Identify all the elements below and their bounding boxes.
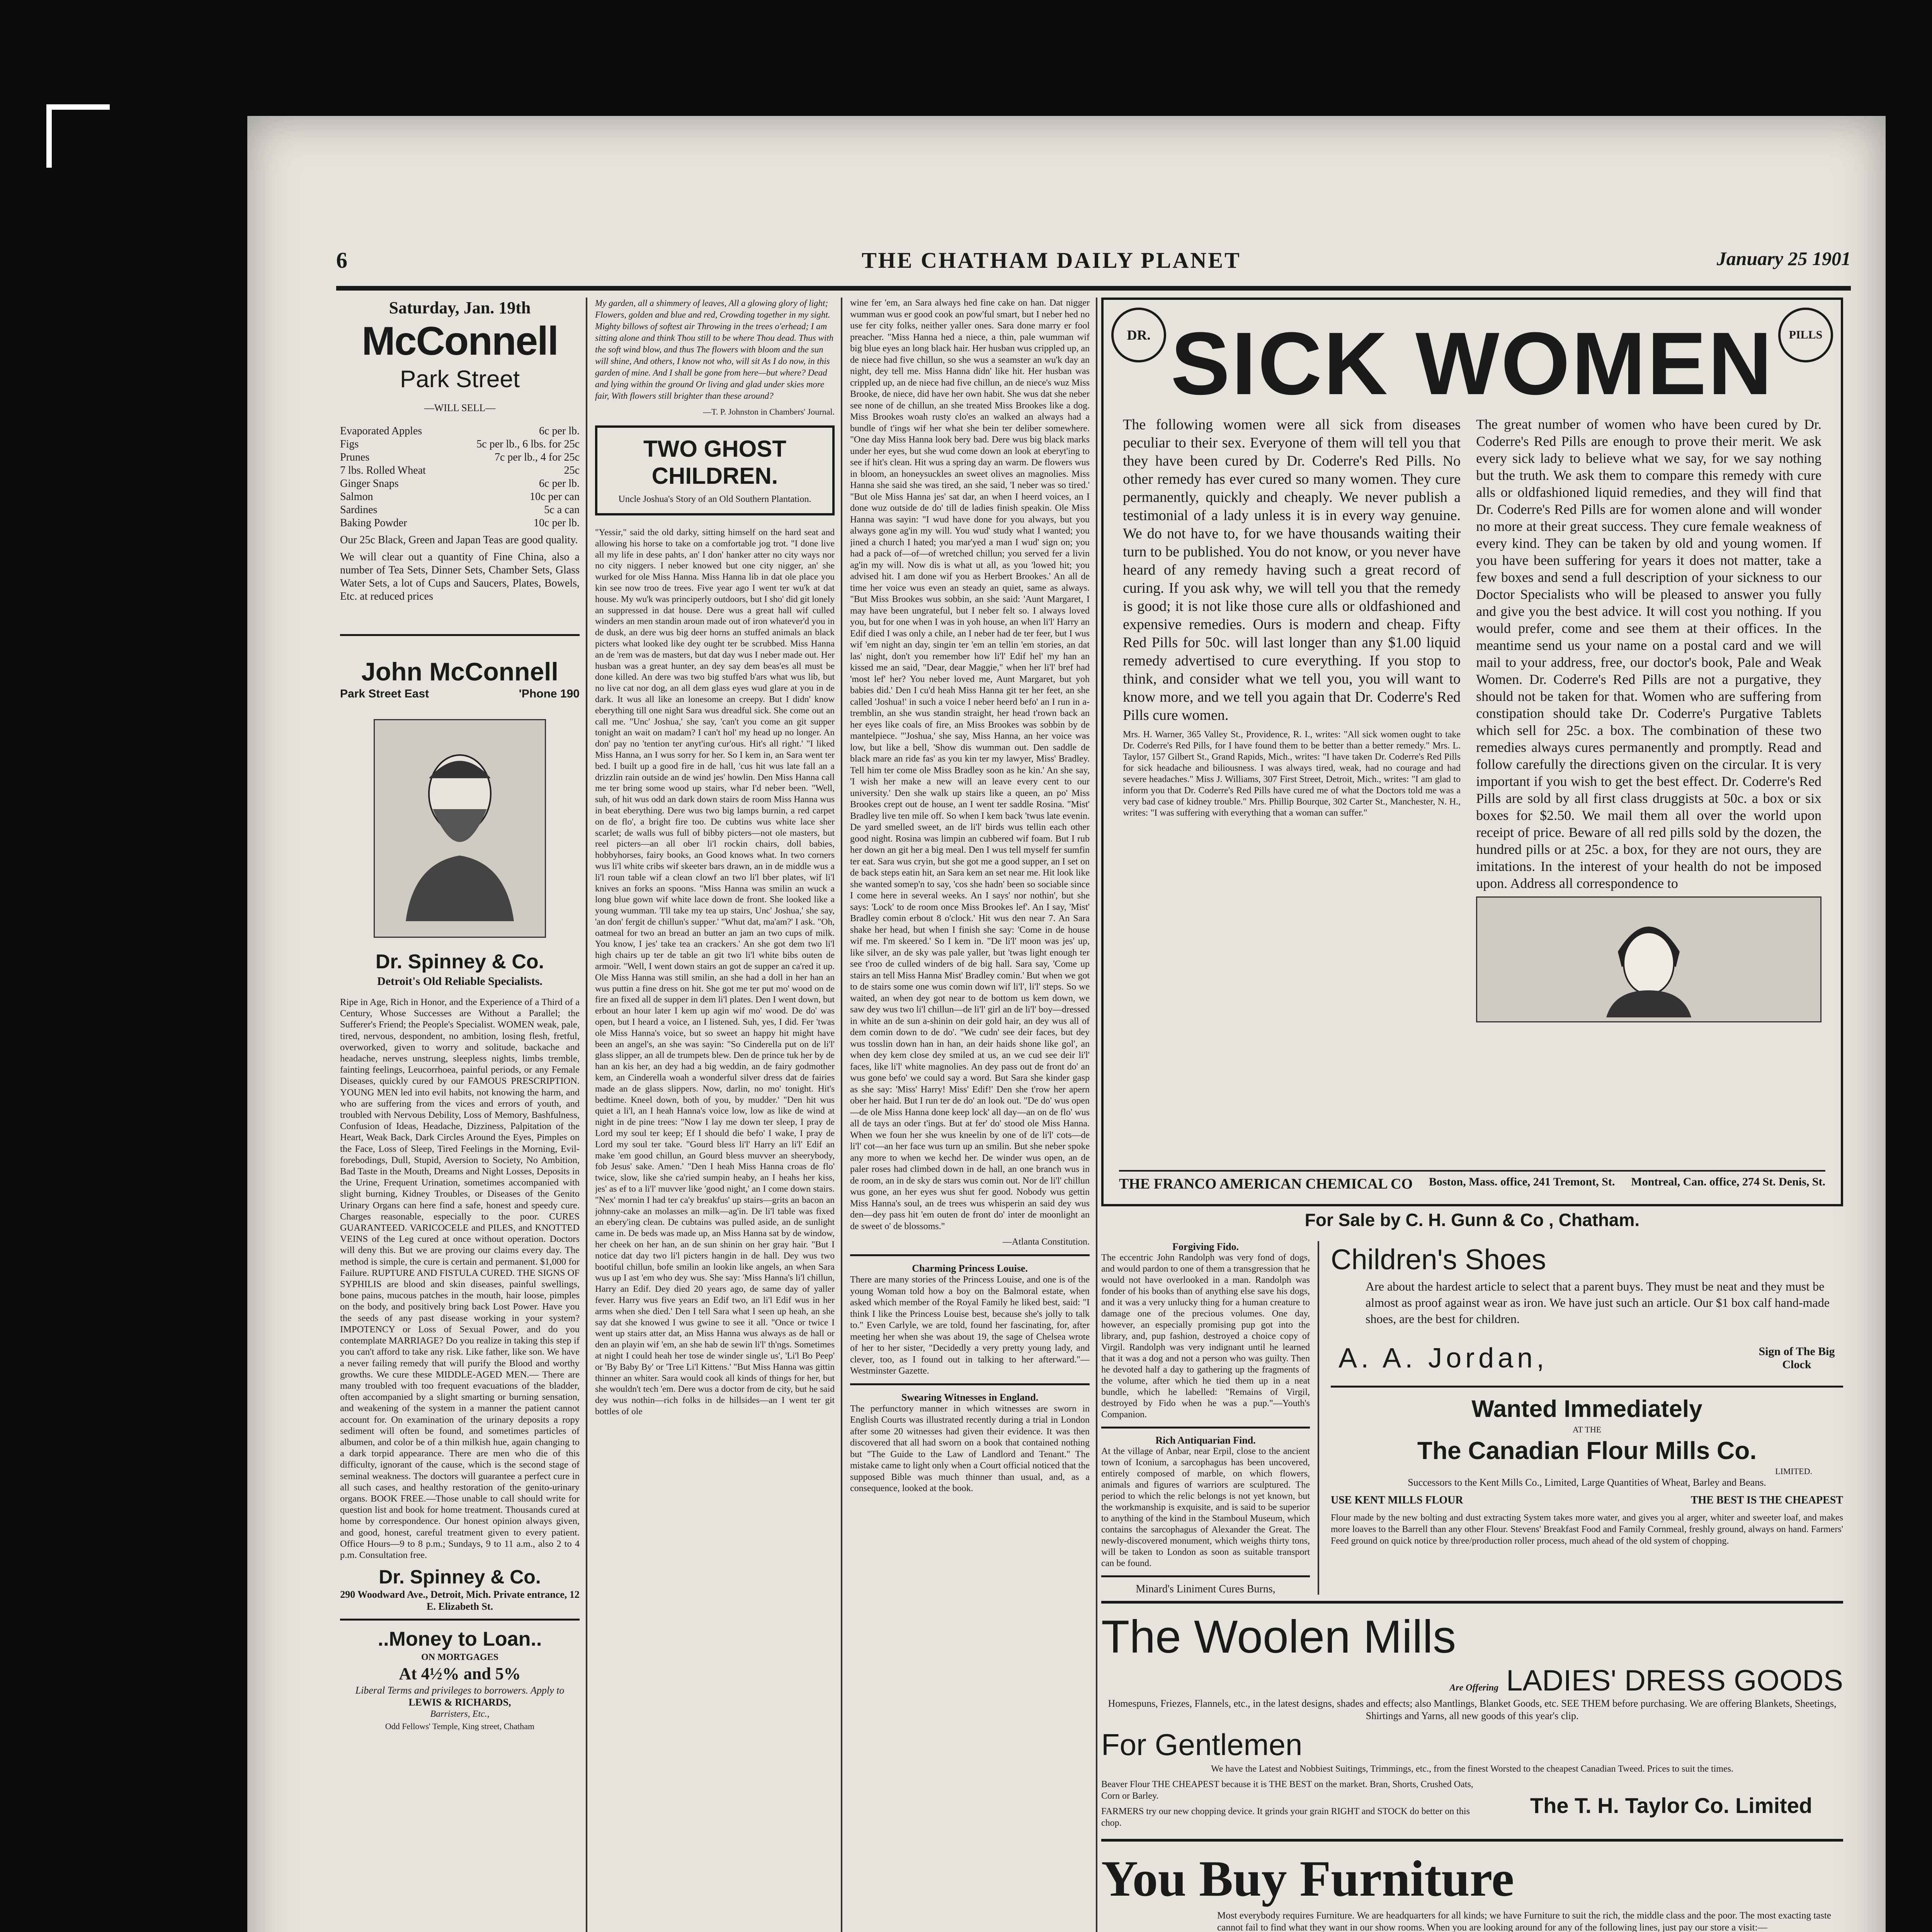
beaver-flour-line: Beaver Flour THE CHEAPEST because it is THE BEST on the market. Bran, Shorts, Crushed Oats, Corn or Barley.: [1101, 1779, 1473, 1801]
column-divider: [1096, 298, 1097, 1932]
mid-ads-column: [1319, 1241, 1843, 1595]
price-row: Ginger Snaps 6c per lb.: [340, 478, 580, 490]
price-row: Evaporated Apples 6c per lb.: [340, 425, 580, 437]
spinney-address: 290 Woodward Ave., Detroit, Mich. Private entrance, 12 E. Elizabeth St.: [340, 1589, 580, 1612]
poem-text: My garden, all a shimmery of leaves, All a glowing glory of light; Flowers, golden and blue and red, Crowding together in my sight. Mighty billows of softest air Throwing in the trees o'erhead; I am sitting alone and think Thou still to be where Thou dead. Thus with the soft wind blow, and thus The flowers with bloom and the sun will shine, And others, I know not who, will sit As I do now, in this garden of mine. And I shall be gone from here—but where? Dead and lying within the ground Or living and glad under skies more fair, With flowers still brighter than these around?: [595, 298, 833, 401]
will-sell: —WILL SELL—: [424, 402, 496, 413]
spinney-body: Ripe in Age, Rich in Honor, and the Experience of a Third of a Century, Whose Successes are Without a Parallel; the Sufferer's Friend; the People's Specialist. WOMEN weak, pale, tired, nervous, despondent, no ambition, losing flesh, fretful, overworked, given to worry and solitude, backache and headache, nerves unstrung, sleepless nights, limbs tremble, fainting feelings, Leucorrhoea, painful periods, or any Female Diseases, quickly cured by our FAMOUS PRESCRIPTION. YOUNG MEN led into evil habits, not knowing the harm, and who are suffering from the vices and errors of youth, and troubled with Nervous Debility, Loss of Memory, Bashfulness, Confusion of Ideas, Headache, Dizziness, Palpitation of the Heart, Weak Back, Dark Circles Around the Eyes, Pimples on the Face, Loss of Sleep, Tired Feelings in the Morning, Evil-forebodings, Dull, Stupid, Aversion to Society, No Ambition, Bad Taste in the Mouth, Dreams and Night Losses, Deposits in the Urine, Frequent Urination, sometimes accompanied with slight burning, Kidney Troubles, or Diseases of the Genito Urinary Organs can here find a safe, honest and speedy cure. Charges reasonable, especially to the poor. CURES GUARANTEED. VARICOCELE and PILES, and KNOTTED VEINS of the Leg cured at once without operation. Doctors will deny this. But we are proving our claims every day. The method is simple, the cure is certain and permanent. $1,000 for Failure. RUPTURE AND FISTULA CURED. THE SIGNS OF SYPHILIS are blood and skin diseases, painful swellings, bone pains, mucous patches in the mouth, hair loose, pimples on the body, and positively bring back Lost Power. Have you the seeds of any past disease working in your system? IMPOTENCY or Loss of Sexual Power, and do you contemplate MARRIAGE? Do you realize in taking this step if you can't afford to take any risk. Like father, like son. We have a never failing remedy that will purify the Blood and worthy growths. We cure these MIDDLE-AGED MEN.— There are many troubled with too frequent evacuations of the bladder, often accompanied by a slight smarting or burning sensation, and weakening of the system in a manner the patient cannot account for. On examination of the urinary deposits a ropy sediment will often be found, and sometimes particles of albumen, and color be of a thin milkish hue, again changing to a dark torpid appearance. There are men who die of this difficulty, ignorant of the cause, which is the second stage of seminal weakness. The doctors will guarantee a perfect cure in all such cases, and healthy restoration of the genito-urinary organs. BOOK FREE.—Those unable to call should write for question list and book for home treatment. Thousands cured at home by correspondence. Our honest opinion always given, and good, honest, careful treatment given to every patient. Office Hours—9 to 8 p.m.; Sundays, 9 to 11 a.m., also 2 to 4 p.m. Consultation free.: [340, 997, 580, 1560]
mcconnell-street: Park Street: [400, 366, 520, 393]
pill-badge-left-icon: DR.: [1111, 308, 1166, 362]
right-ad-area: [1101, 298, 1843, 1932]
story-text: "Yessir," said the old darky, sitting himself on the hard seat and allowing his horse to take on a comfortable jog trot. "I done live all my life in dese pahts, an' I don' hanker atter no city ways nor no city niggers. I neber knowed but one city nigger, an' she wurked for ole Miss Hanna. Miss Hanna lib in dat ole place you kin see now troo de trees. Five year ago I went ter wu'k at dat house. My wu'k was principerly outdoors, but I sho' did git lonely an suppressed in dat house. Dere wus a great hall wif culled winders an men standin aroun made out of iron whatever'd you in de dusk, an dere wus big deer horns an stuffed animals an black picters what looked like dey ought ter be scrubbed. Miss Hanna an de 'rem was de masters, but dat day wus I neber made out. Her husban was a great hunter, an dey say dem beas'es all must be done killed. An dere was two big stuffed b'ars what wus lib, but no live cat nor dog, an all dem glass eyes wud glare at you in de dark. It wus all like an lonesome an creepy. But I didn' know eberything till one night Sara wus dreadful sick. She come out an call me. "Unc' Joshua,' she say, 'can't you come an git supper tonight an wait on madam? I can't hol' my head up no longer. An don' pay no 'tention ter anyt'ing cur'ous. Hit's all right.' "I liked Miss Hanna, an I wus sorry for her. So I kem in, an Sara went ter bed. I built up a good fire in de hall, 'cus hit wus late fall an a drizzlin rain outside an de wind jes' howlin. Den Miss Hanna call me ter bring some wood up stairs, whar I'd neber been. "Well, suh, of hit wus odd an dark down stairs de room Miss Hanna wus in beat eberything. Dere wus two big lamps burnin, a red carpet on de flo', a bright fire too. De cubtins wus white lace sher scarlet; de walls wus full of bibby picters—not ole masters, but reel picters—an all ober li'l rockin chairs, doll babies, hobbyhorses, fairy books, an Good knows what. In two corners wus li'l white cribs wif skeeter bars drawn, an in de middle wus a li'l roun table wif a clean clowf an two li'l bber plates, wif li'l knives an forks an spoons. "Miss Hanna was smilin an wuck a long blue gown wif white lace down de front. She looked like a young wumman. 'I'll take my tea up stairs, Unc' Joshua,' she say, 'an don' fergit de chillun's supper.' "Whut dat, ma'am?' I ask. "Oh, oatmeal for two an bread an butter an jam an two cups of milk. You know, I jes' take tea an crackers.' An she got dem two li'l high chairs up ter de table an git two li'l white bibs outen de armoir. "Well, I went down stairs an got de supper an ca'red it up. Ole Miss Hanna was still smilin, an she had a doll in her han an wus puttin a fine dress on hit. She got me ter put mo' wood on de fire an fixed all de supper in dem li'l plates. Den I went down, but erbout an hour later I kem up agin wif mo' wood. De do' was open, but I heard a voice, an I listened. Suh, yes, I did. Fer 'twas ole Miss Hanna's voice, but so sweet an happy hit might have been an angel's, an she was sayin: "So Cinderella put on de li'l' glass slipper, an all de trumpets blew. Den de prince tuk her by de han an kis her, an dey had a big weddin, an de fairy godmother kem, an Cinderella woah a wonderful silver dress dat de fairies made an de glass slippers. Now, darlin, no mo' tonight. Hit's bedtime. Kneel down, both of you, by mudder.' "Den hit wus quiet a li'l, an I heah Hanna's voice low, low as like de wind at night in de pine trees: "Now I lay me down ter sleep, I pray de Lord my soul ter keep; Ef I should die befo' I wake, I pray de Lord my soul ter take. "Gourd bless li'l' Harry an li'l' Edif an make 'em good chillun, an Gourd bless muvver an sheerybody, fob Jesus' sake. Amen.' "Den I heah Miss Hanna croas de flo' twice, slow, like she ca'ried sumpin heaby, an I heahs her kiss, jes' as ef to a li'l' muvver like 'good night,' an I come down stairs. "Nex' mornin I had ter ca'y breakfus' up stairs—grits an bacon an johnny-cake an molasses an milk—ag'in. De li'l table was fixed an ebery'ing clean. De cubtains was pulled aside, an de sunlight came in. De beds was made up, an Miss Hanna sat by de window, her cheek on her han, an de sun shinin on her gray hair. "But I notice dat day two li'l picters hangin in de hall. Dey wus two bootiful chillun, bofe smilin an lookin like angels, an when Sara wus up I ast 'em who dey wus. She say: 'Miss Hanna's li'l chillun, Harry an Edif. Dey died 20 years ago, de same day of yaller fever. Harry wus five years an Edif two, an li'l Edif wus in her arms when she died.' Den I tell Sara what I seen up heah, an she say dat she knowed I wus gwine to see it all. "Once or twice I went up stairs atter dat, an Miss Hanna wus always as de hall or den an playin wif 'em, an she hab de sewin li'l' th'ngs. Sometimes at night I could heah her tose de winder single us', 'Li'l Bo Peep' or 'By Baby By' or 'Tree Li'l Kittens.' "But Miss Hanna was gittin thinner an whiter. Sara would cook all kinds of things for her, but she wouldn't tech 'em. Dere wus a doctor from de city, but he said dey wus nothin—rich folks in de hillsides—an I went ter git bottles of ole: [595, 527, 835, 1417]
masthead: [336, 247, 1851, 278]
woman-portrait: [1476, 896, 1821, 1022]
taylor-block: [1101, 1779, 1843, 1833]
issue-date: January 25 1901: [1716, 248, 1851, 269]
antiquarian-text: At the village of Anbar, near Erpil, close to the ancient town of Iconium, a sarcophagus has been uncovered, entirely composed of marble, on which flowers, animals and figures of warriors are sculptured. The period to which the relic belongs is not yet known, but the workmanship is exquisite, and is said to be superior to anything of the kind in the Stamboul Museum, which contains the sarcophagus of Alexander the Great. The newly-discovered monument, which weighs thirty tons, will be taken to London as soon as suitable transport can be found.: [1101, 1446, 1310, 1568]
sick-women-left: The following women were all sick from diseases peculiar to their sex. Everyone of them will tell you that they have been cured by Dr. Coderre's Red Pills. No other remedy has ever cured so many women. They cure permanently, quickly and cheaply. We never publish a testimonial of a lady unless it is in every way genuine. We do not have to, for we have thousands waiting their turn to be published. You do not know, or you never have heard of any remedy having such a great record of curing. If you ask why, we will tell you that the remedy is good; it is not like those cure alls or oldfashioned and expensive remedies. Ours is modern and cheap. Fifty Red Pills for 50c. will last longer than any $1.00 liquid remedy advertised to cure everything. If you stop to think, and consider what we tell you, you will want to know more, and we tell you again that Dr. Coderre's Red Pills cure women. Mrs. H. Warner, 365 Valley St., Providence, R. I., writes: "All sick women ought to take Dr. Coderre's Red Pills, for I have found them to be better than a better remedy." Mrs. L. Taylor, 157 Gilbert St., Grand Rapids, Mich., writes: "I have taken Dr. Coderre's Red Pills for sick headache and biliousness. I was always tired, weak, had no courage and had severe headaches." Miss J. Williams, 307 First Street, Detroit, Mich., writes: "I am glad to inform you that Dr. Coderre's Red Pills have cured me of what the Doctors told me was a very bad case of kidney trouble." Mrs. Phillip Bourque, 302 Carter St., Manchester, N. H., writes: "I was suffering with everything that a woman can suffer.": [1123, 417, 1461, 818]
loan-sub: ON MORTGAGES: [421, 1652, 498, 1663]
flour-sub: Successors to the Kent Mills Co., Limited, Large Quantities of Wheat, Barley and Beans.: [1408, 1477, 1766, 1488]
antiquarian-title: Rich Antiquarian Find.: [1155, 1435, 1256, 1446]
column-1: [340, 298, 580, 1932]
price-row: 7 lbs. Rolled Wheat 25c: [340, 464, 580, 476]
story-credit: —Atlanta Constitution.: [1002, 1237, 1090, 1247]
fido-text: The eccentric John Randolph was very fond of dogs, and would pardon to one of them a transgression that he would not have overlooked in a man. Randolph was fonder of his books than of anything else save his dogs, and it was a very unlucky thing for a human creature to damage one of the precious volumes. One day, however, an especially promising pup got into the library, and, pup fashion, destroyed a choice copy of Virgil. Randolph was very indignant until he learned that it was a dog and not a person who was guilty. Then he devoted half a day to gathering up the fragments of the volume, after which he tied them up in a neat bundle, which he labelled: "Remains of Virgil, destroyed by Fido when he was a pup."—Youth's Companion.: [1101, 1253, 1310, 1420]
for-gentlemen: For Gentlemen: [1101, 1728, 1303, 1762]
price-row: Baking Powder 10c per lb.: [340, 517, 580, 529]
spinney-subtitle: Detroit's Old Reliable Specialists.: [377, 975, 543, 988]
furniture-ad: [1101, 1848, 1843, 1932]
tea-note: Our 25c Black, Green and Japan Teas are good quality.: [340, 534, 578, 546]
sick-women-title: SICK WOMEN: [1170, 314, 1774, 413]
price-list: [340, 425, 580, 530]
newspaper-name: THE CHATHAM DAILY PLANET: [862, 248, 1241, 273]
spinney-footer: Dr. Spinney & Co.: [379, 1566, 541, 1588]
john-mcconnell-address: Park Street East 'Phone 190: [340, 687, 580, 700]
princess-text: There are many stories of the Princess Louise, and one is of the young Woman told how a boy on the Balmoral estate, when asked which member of the Royal Family he liked best, said: "I think I like the Princess Louise best, because she's jolly to talk to." Even Carlyle, we are told, found her fascinating, for, after meeting her when she was about 19, the sage of Chelsea wrote of her to her sister, "Decidedly a very pretty young lady, and clever, too, as I found out in talking to her afterward."—Westminster Gazette.: [850, 1275, 1090, 1376]
sick-women-body: [1111, 416, 1833, 1026]
farmers-line: FARMERS try our new chopping device. It grinds your grain RIGHT and STOCK do better on this chop.: [1101, 1806, 1470, 1828]
column-divider: [841, 298, 842, 1932]
fido-title: Forgiving Fido.: [1172, 1241, 1239, 1252]
flour-slogans: USE KENT MILLS FLOUR THE BEST IS THE CHEAPEST: [1331, 1494, 1843, 1506]
story-subtitle: Uncle Joshua's Story of an Old Southern Plantation.: [618, 494, 811, 504]
john-mcconnell-name: John McConnell: [361, 657, 558, 686]
page-number: 6: [336, 248, 347, 273]
column-2: [595, 298, 835, 1932]
woolen-mills-ad: [1101, 1610, 1843, 1833]
shoes-text: Are about the hardest article to select that a parent buys. They must be neat and they must be almost as proof against wear as iron. We have just such an article. Our $1 box calf hand-made shoes, are the best for children.: [1366, 1279, 1830, 1326]
masthead-rule: [336, 286, 1851, 291]
swearing-title: Swearing Witnesses in England.: [901, 1391, 1039, 1403]
gentlemen-text: We have the Latest and Nobbiest Suitings, Trimmings, etc., from the finest Worsted to the cheapest Canadian Tweed. Prices to suit the times.: [1211, 1764, 1733, 1774]
column-divider: [586, 298, 587, 1932]
dress-goods-text: Homespuns, Friezes, Flannels, etc., in the latest designs, shades and effects; also Mantlings, Blanket Goods, etc. SEE THEM before purchasing. We are offering Blankets, Sheetings, Shirtings and Yarns, all new goods of this year's clip.: [1108, 1698, 1837, 1721]
wanted-title: Wanted Immediately: [1471, 1396, 1702, 1422]
minard-line: Minard's Liniment Cures Burns,: [1136, 1583, 1276, 1595]
story-continued: wine fer 'em, an Sara always hed fine cake on han. Dat nigger wumman wus er good cook an pow'ful smart, but I neber hed no use fer city folks, neither yaller ones. Sara done marry er fool preacher. "Miss Hanna hed a niece, a thin, pale wumman wif big blue eyes an long black hair. Her husban wus crippled up, an de niece had five chillun, so she wus a seamster an wu'k day an night, dey tell me. Miss Hanna didn' like hit. Her husban was crippled up, an de niece had five chillun, an de niece's wuz Miss Brooke, de niece, did have her own habit. She wus dat she neber see none of de chillun, an she treated Miss Brookes like a dog. Miss Brookes woah rusty clo'es an walked an always had a bundle of t'ings wif her what she bein ter deliber somewhere. "One day Miss Hanna look bery bad. Dere wus big black marks under her eyes, but she wud come down an look at eberyt'ing to see if hit's clean. Hit wus a spring day an warm. De flowers wus in bloom, an honeysuckles an sweet olives an magnolies. Miss Hanna she said she was tired, an she said, 'I neber was so tired.' "But ole Miss Hanna jes' sat dar, an when I heerd voices, an I done wuz outside de do' till de ladies finish speakin. Ole Miss Hanna was sayin: "I wud have done for you always, but you always gone ag'in my will. You wud' study what I wanted; you jined a church I hated; you mar'yed a man I wud' sign on; you had a pack of—of—of wretched chillun; you served fer a livin ag'in my will. Now dis is what ut all, as you 'lowed hit; you advised hit. I am done wif you as Herbert Brookes.' An all de time her voice wus even an steady an quiet, same as always. "But Miss Brookes wus sobbin, an she said: 'Aunt Margaret, I may have been ungrateful, but I neber felt so. I always loved you, but for one when I was in yoh house, an when li'l' Harry an Edif died I was only a chile, an I neber had de ter feer, but I wus wif 'em night an day, singin ter 'em an tellin 'em stories, an dat las' night, don't you remember how li'l' Edif hel' my han an kissed me an said, "Dear, dear Maggie," when her li'l' bref had 'most lef' her? You neber loved me, Aunt Margaret, but yoh babies did.' Den I cu'd heah Miss Hanna git ter her feet, an she called 'Joshua!' in such a voice I neber heerd befo' an I run in a-tremblin, an she wus standin straight, her head t'rown back an her eyes like coals of fire, an Miss Brookes was sobbin by de mantelpiece. "'Joshua,' she say, Miss Hanna, an her voice was low, but like a bell, 'Show dis wumman out. Den saddle de black mare an ride fas' as you kin ter my lawyer, Miss' Bradley. Tell him ter come ole Miss Bradley soon as he kin.' An she say, 'I wish her make a new will an leave every cent to our university.' Den she walk up stairs like a queen, an po' Miss Brookes crept out de house, an I went ter saddle Rosina. "Mist' Bradley live ten mile off. So when I kem back 'twus late evenin. De yard smelled sweet, an de li'l' birds wus tellin each other good night. Rosina was limpin an cubbered wif foam. But I rub her down an git her a big meal. Den I wus tell myself fer sumfin ter eat. Sara wus cryin, but she got me a good supper, an I set on de back steps eatin hit, an Sara kem an set near me. Hit look like she wanted somep'n to say, 'cos she hadn' been so sociable since I come here in several weeks. An I says' nor nothin', but she says: 'Lock' to de room once Miss Brookes lef'. An I say, 'Mist' Bradley comin erbout 8 o'clock.' Hit wus den near 7. An Sara shake her head, but when I finish she say: 'Come in de house wif me. I'm skeered.' So I kem in. "De li'l' moon was jes' up, like silver, an de sky was pale yaller, but 'twas light enough ter see t'roo de culled winders of de big hall. Sara say, 'Come up stairs an tell Miss Hanna Mist' Bradley comin.' But when we got to de stairs some one wus comin down wif li'l', li'l' steps. So we waited, an when dey got near to de bottom us kem down, we saw dey wus two li'l chillun—de li'l' girl an de li'l' boy—dressed in white an de sun a-shinin on deir gold hair, an dey wus all of dem comin down to de do'. "We cudn' see deir faces, but dey wus tosslin down han in han, an deir haids shone like gol', an when dey kem close dey smiled at us, an we cud see deir li'l' faces, like li'l' white magnolies. An dey pass out de front do' an wus gone befo' we could say a word. But Sara she kinder gasp as she say: 'Miss' Harry! Miss' Edif!' Den she t'row her apern ober her haid. But I run ter de do' an look out. "De do' wus open—de ole Miss Hanna done keep lock' all day—an on de flo' wus all de tays an oder t'ings. But at fer' do' stood ole Miss Hanna. When we foun her she wus kneelin by one of de li'l' cots—de li'l' cot—an her face wus turn up an smilin. But she neber spoke any more to when we kechd her. De winder wus open, an de paler roses had climbed down in de hall, an one branch wus in de room, an in de sky de stars wus comin out. Nor de li'l' chillun wus gone, an her eyes wus shut fer good. Nobody wus gettin Miss Hanna's soul, an de trees wus whisperin an said dey wus den—dey pass hit 'em outen de front do' inter de moonlight an de sweet o' de blossoms.": [850, 298, 1090, 1231]
price-row: Figs 5c per lb., 6 lbs. for 25c: [340, 438, 580, 450]
loan-firm: LEWIS & RICHARDS,: [408, 1697, 511, 1708]
price-row: Sardines 5c a can: [340, 504, 580, 516]
doctor-portrait: [374, 719, 546, 938]
taylor-co: The T. H. Taylor Co. Limited: [1530, 1793, 1813, 1818]
price-row: Salmon 10c per can: [340, 491, 580, 503]
loan-address: Odd Fellows' Temple, King street, Chatham: [385, 1721, 535, 1731]
woman-portrait-icon: [1599, 901, 1699, 1017]
for-sale-line: For Sale by C. H. Gunn & Co , Chatham.: [1304, 1210, 1640, 1230]
newspaper-page: [247, 116, 1886, 1932]
shoes-title: Children's Shoes: [1331, 1243, 1546, 1276]
story-title: TWO GHOST CHILDREN.: [643, 436, 786, 489]
flour-ltd: LIMITED.: [1775, 1466, 1812, 1476]
loan-rate: At 4½% and 5%: [399, 1664, 521, 1684]
mid-section: [1101, 1241, 1843, 1595]
princess-title: Charming Princess Louise.: [912, 1263, 1028, 1274]
loan-role: Barristers, Etc.,: [430, 1709, 490, 1719]
sick-women-ad: [1101, 298, 1843, 1206]
furniture-intro: Most everybody requires Furniture. We are headquarters for all kinds; we have Furniture to suit the rich, the middle class and the poor. The most exacting taste cannot fail to find what they want in our show rooms. When you are looking around for any of the following lines, just pay our store a visit:—: [1217, 1910, 1832, 1932]
dress-goods-line: Are Offering LADIES' DRESS GOODS: [1449, 1664, 1843, 1697]
doctor-portrait-icon: [390, 736, 529, 921]
clearance-note: We will clear out a quantity of Fine China, also a number of Tea Sets, Dinner Sets, Chamber Sets, Glass Water Sets, a lot of Cups and Saucers, Plates, Bowels, Etc. at reduced prices: [340, 551, 580, 602]
woolen-mills-title: The Woolen Mills: [1101, 1611, 1456, 1663]
story-heading-box: [595, 425, 835, 515]
swearing-text: The perfunctory manner in which witnesses are sworn in English Courts was illustrated recently during a trial in London after some 20 witnesses had given their evidence. It was then discovered that all had sworn on a book that contained nothing but "The Guide to the Law of Landlord and Tenant." The mistake came to light only when a Court official noticed that the supposed Bible was much thinner than usual, and, as a consequence, looked at the book.: [850, 1403, 1090, 1493]
column-3: [850, 298, 1090, 1932]
crop-mark-top-left: [46, 104, 110, 168]
pill-badge-right-icon: PILLS: [1778, 308, 1833, 362]
mid-news-column: [1101, 1241, 1319, 1595]
franco-american-footer: THE FRANCO AMERICAN CHEMICAL CO Boston, Mass. office, 241 Tremont, St. Montreal, Can. office, 274 St. Denis, St.: [1119, 1170, 1825, 1192]
spinney-name: Dr. Spinney & Co.: [375, 951, 544, 973]
flour-mills-name: The Canadian Flour Mills Co.: [1417, 1437, 1757, 1464]
ad-date: Saturday, Jan. 19th: [389, 298, 531, 317]
loan-terms: Liberal Terms and privileges to borrowers. Apply to: [355, 1685, 565, 1696]
furniture-title: You Buy Furniture: [1101, 1850, 1514, 1907]
flour-text: Flour made by the new bolting and dust extracting System takes more water, and gives you al arger, whiter and sweeter loaf, and makes more loaves to the Barrell than any other Flour. Stevens' Breakfast Food and Family Cornmeal, freshly ground, always on hand. Farmers' Feed ground on quick notice by three/production roller process, much ahead of the old system of chopping.: [1331, 1513, 1843, 1546]
testimonials: Mrs. H. Warner, 365 Valley St., Providence, R. I., writes: "All sick women ought to take Dr. Coderre's Red Pills, for I have found them to be better than a better remedy." Mrs. L. Taylor, 157 Gilbert St., Grand Rapids, Mich., writes: "I have taken Dr. Coderre's Red Pills for sick headache and biliousness. I was always tired, weak, had no courage and had severe headaches." Miss J. Williams, 307 First Street, Detroit, Mich., writes: "I am glad to inform you that Dr. Coderre's Red Pills have cured me of what the Doctors told me was a very bad case of kidney trouble." Mrs. Phillip Bourque, 302 Carter St., Manchester, N. H., writes: "I was suffering with everything that a woman can suffer.": [1123, 730, 1461, 818]
jordan-line: A. A. Jordan, Sign of The Big Clock: [1338, 1343, 1835, 1374]
mcconnell-store: McConnell: [362, 319, 558, 364]
poem-credit: —T. P. Johnston in Chambers' Journal.: [703, 407, 835, 417]
price-row: Prunes 7c per lb., 4 for 25c: [340, 451, 580, 463]
wanted-at: AT THE: [1572, 1425, 1602, 1434]
sick-women-right: The great number of women who have been cured by Dr. Coderre's Red Pills are enough to prove their merit. We ask every sick lady to believe what we say, for we say nothing but the truth. We ask them to compare this remedy with cure alls or oldfashioned liquid remedies, and they will find that Dr. Coderre's Red Pills are for women alone and will wonder no more at their great success. They cure female weakness of every kind. They can be taken by old and young women. If you have been suffering for years it does not matter, take a few boxes and send a full description of your sickness to our Doctor Specialists who will be pleased to answer you fully and give you the best advice. It will cost you nothing. If you would prefer, come and see them at their offices. In the meantime send us your name on a postal card and we will mail to your address, free, our doctor's book, Pale and Weak Women. Dr. Coderre's Red Pills are not a purgative, they should not be taken for that. Women who are suffering from constipation should take Dr. Coderre's Purgative Tablets which sell for 25c. a box. The combination of these two remedies always cures permanently and promptly. Read and follow carefully the directions given on the circular. It is very important if you wish to get the best effect. Dr. Coderre's Red Pills are sold by all first class druggists at 50c. a box or six boxes for $2.50. We mail them all over the world upon receipt of price. Beware of all red pills sold by the dozen, the hundred pills or at 25c. a box, for they are not ours, they are imitations. In the interest of your health do not be imposed upon. Address all correspondence to: [1476, 416, 1821, 1026]
loan-title: ..Money to Loan..: [378, 1628, 542, 1651]
